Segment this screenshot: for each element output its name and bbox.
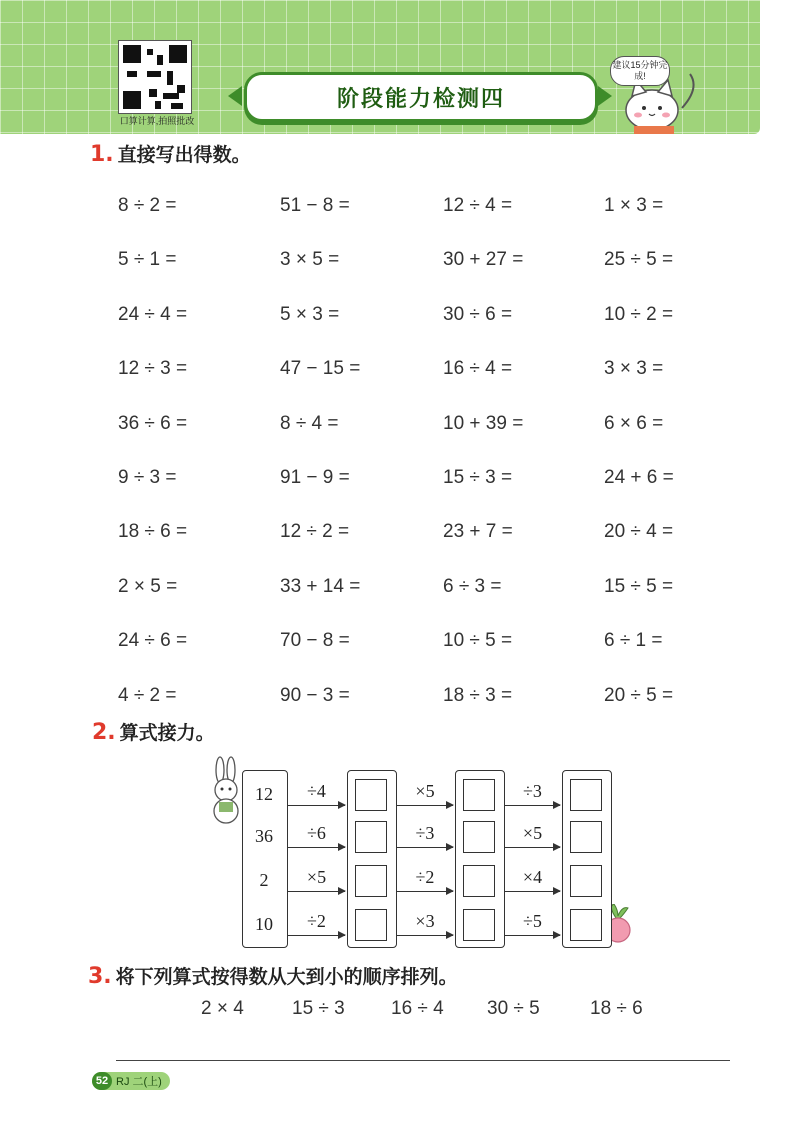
problem-item: 20 ÷ 5 = [604,685,674,706]
problem-item: 6 × 6 = [604,413,664,434]
problem-item: 18 ÷ 3 = [443,685,513,706]
relay-arrow [287,805,345,806]
rabbit-icon [206,756,246,826]
order-expression: 16 ÷ 4 [391,998,444,1019]
problem-item: 6 ÷ 3 = [443,576,502,597]
start-value: 10 [255,914,273,934]
start-value: 12 [255,784,273,804]
qr-caption: 口算计算,拍照批改 [119,116,195,126]
problem-item: 30 ÷ 6 = [443,304,513,325]
problem-item: 33 + 14 = [280,576,361,597]
problem-item: 1 × 3 = [604,195,664,216]
problem-item: 36 ÷ 6 = [118,413,188,434]
problem-item: 51 − 8 = [280,195,350,216]
answer-slot[interactable] [355,865,387,897]
footer-divider [116,1060,730,1061]
relay-arrow [504,935,560,936]
relay-operation: ÷3 [523,781,542,801]
problem-item: 70 − 8 = [280,630,350,651]
answer-slot[interactable] [463,865,495,897]
problem-item: 10 ÷ 2 = [604,304,674,325]
start-value: 2 [259,870,269,890]
relay-arrow [504,847,560,848]
problem-item: 9 ÷ 3 = [118,467,177,488]
answer-slot[interactable] [570,779,602,811]
problem-item: 23 + 7 = [443,521,513,542]
section3-title: 将下列算式按得数从大到小的顺序排列。 [115,966,458,988]
problem-item: 12 ÷ 2 = [280,521,350,542]
page-title: 阶段能力检测四 [336,86,505,112]
relay-operation: ×5 [415,781,435,801]
problem-item: 15 ÷ 5 = [604,576,674,597]
answer-slot[interactable] [570,865,602,897]
relay-arrow [287,847,345,848]
start-value: 36 [255,826,273,846]
problem-item: 12 ÷ 3 = [118,358,188,379]
answer-slot[interactable] [355,821,387,853]
problem-item: 24 ÷ 4 = [118,304,188,325]
problem-item: 15 ÷ 3 = [443,467,513,488]
relay-operation: ÷2 [307,911,326,931]
time-hint-bubble: 建议15分钟完成! [610,56,670,86]
relay-operation: ÷6 [307,823,326,843]
order-expression: 2 × 4 [201,998,244,1019]
problem-item: 8 ÷ 4 = [280,413,339,434]
problem-item: 18 ÷ 6 = [118,521,188,542]
answer-slot[interactable] [355,909,387,941]
answer-slot[interactable] [463,821,495,853]
qr-code[interactable] [118,40,192,114]
order-expression: 15 ÷ 3 [292,998,345,1019]
problem-item: 91 − 9 = [280,467,350,488]
relay-operation: ÷5 [523,911,542,931]
section1-number: 1. [90,142,114,167]
relay-operation: ×5 [306,867,327,887]
problem-item: 24 + 6 = [604,467,674,488]
answer-slot[interactable] [463,779,495,811]
order-expression: 30 ÷ 5 [487,998,540,1019]
section2-title: 算式接力。 [119,722,215,744]
relay-arrow [396,935,453,936]
answer-slot[interactable] [355,779,387,811]
relay-operation: ÷4 [307,781,326,801]
relay-operation: ÷3 [415,823,435,843]
problem-item: 3 × 5 = [280,249,340,270]
problem-item: 3 × 3 = [604,358,664,379]
problem-item: 10 + 39 = [443,413,524,434]
section1-title: 直接写出得数。 [117,144,251,166]
problem-item: 4 ÷ 2 = [118,685,177,706]
order-expression: 18 ÷ 6 [590,998,643,1019]
title-box [244,72,598,122]
relay-operation: ×5 [522,823,543,843]
relay-arrow [396,891,453,892]
problem-item: 10 ÷ 5 = [443,630,513,651]
relay-arrow [396,805,453,806]
section1-heading [90,140,251,167]
page-badge [92,1072,170,1090]
section3-heading [88,962,458,989]
section3-number: 3. [88,964,112,989]
problem-item: 20 ÷ 4 = [604,521,674,542]
problem-item: 5 × 3 = [280,304,340,325]
title-right-arrow [598,86,612,106]
problem-item: 30 + 27 = [443,249,524,270]
answer-slot[interactable] [463,909,495,941]
problem-item: 6 ÷ 1 = [604,630,663,651]
problem-item: 12 ÷ 4 = [443,195,513,216]
relay-operation: ÷2 [415,867,435,887]
relay-arrow [287,935,345,936]
problem-item: 8 ÷ 2 = [118,195,177,216]
problem-item: 2 × 5 = [118,576,178,597]
relay-arrow [287,891,345,892]
problem-item: 16 ÷ 4 = [443,358,513,379]
section2-number: 2. [92,720,116,745]
problem-item: 5 ÷ 1 = [118,249,177,270]
relay-operation: ×3 [415,911,435,931]
page-number: 52 [92,1072,112,1090]
relay-arrow [396,847,453,848]
answer-slot[interactable] [570,821,602,853]
problem-item: 47 − 15 = [280,358,361,379]
problem-item: 90 − 3 = [280,685,350,706]
edition-label: RJ 二(上) [116,1076,162,1088]
title-left-arrow [228,86,242,106]
relay-operation: ×4 [522,867,543,887]
answer-slot[interactable] [570,909,602,941]
section2-heading [92,718,215,745]
problem-item: 25 ÷ 5 = [604,249,674,270]
relay-arrow [504,805,560,806]
problem-item: 24 ÷ 6 = [118,630,188,651]
relay-arrow [504,891,560,892]
